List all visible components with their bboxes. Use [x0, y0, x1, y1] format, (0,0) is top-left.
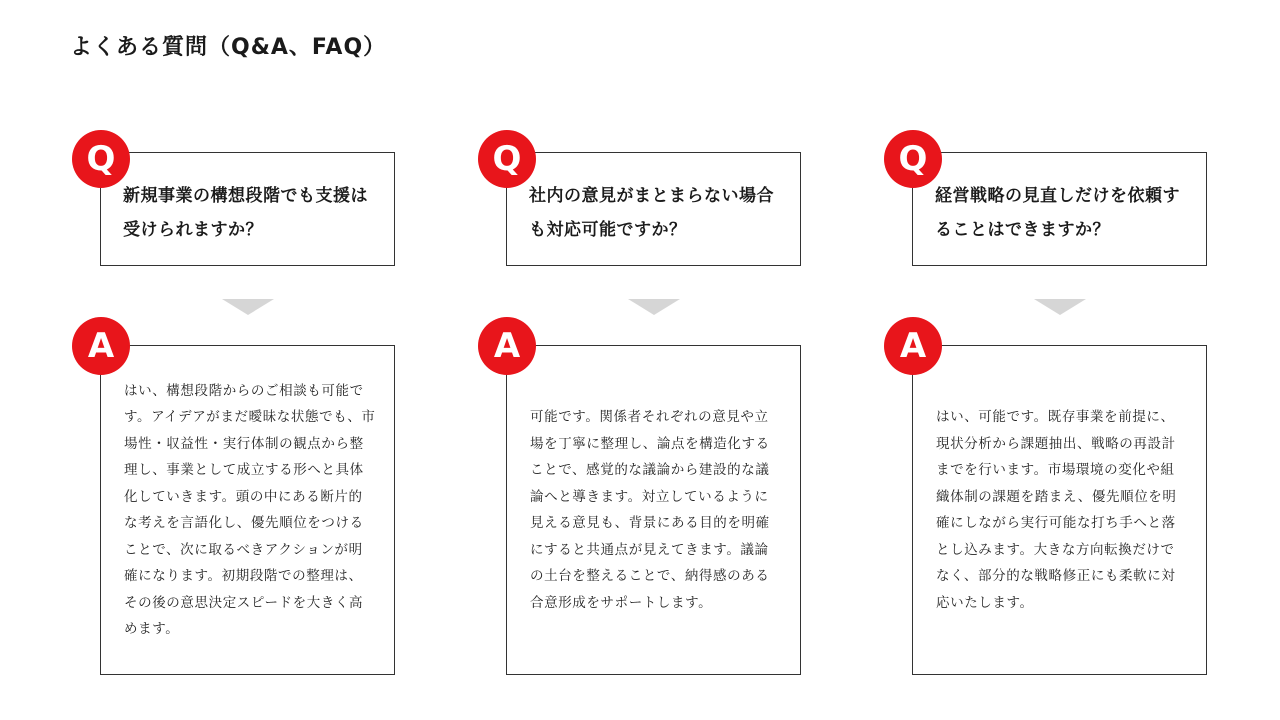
faq-item	[884, 130, 1194, 690]
faq-item	[478, 130, 788, 690]
arrow-down-icon	[628, 299, 680, 315]
arrow-down-icon	[1034, 299, 1086, 315]
question-text: 経営戦略の見直しだけを依頼することはできますか？	[935, 186, 1180, 240]
answer-badge-icon: A	[72, 317, 130, 375]
question-badge-icon: Q	[72, 130, 130, 188]
answer-text: はい、可能です。既存事業を前提に、現状分析から課題抽出、戦略の再設計までを行います。市場環境の変化や組織体制の課題を踏まえ、優先順位を明確にしながら実行可能な打ち手へと落とし込みます。大きな方向転換だけでなく、部分的な戦略修正にも柔軟に対応いたします。	[936, 409, 1177, 611]
question-badge-icon: Q	[478, 130, 536, 188]
faq-item	[72, 130, 382, 690]
answer-card	[506, 345, 801, 675]
answer-badge-icon: A	[884, 317, 942, 375]
question-badge-icon: Q	[884, 130, 942, 188]
page-title: よくある質問（Q&A、FAQ）	[70, 35, 387, 60]
answer-card	[100, 345, 395, 675]
question-text: 新規事業の構想段階でも支援は受けられますか？	[123, 186, 368, 240]
answer-text: 可能です。関係者それぞれの意見や立場を丁寧に整理し、論点を構造化することで、感覚的な議論から建設的な議論へと導きます。対立しているように見える意見も、背景にある目的を明確にすると共通点が見えてきます。議論の土台を整えることで、納得感のある合意形成をサポートします。	[530, 409, 770, 611]
question-card	[506, 152, 801, 266]
answer-text: はい、構想段階からのご相談も可能です。アイデアがまだ曖昧な状態でも、市場性・収益性・実行体制の観点から整理し、事業として成立する形へと具体化していきます。頭の中にある断片的な考えを言語化し、優先順位をつけることで、次に取るべきアクションが明確になります。初期段階での整理は、その後の意思決定スピードを大きく高めます。	[124, 382, 376, 637]
answer-badge-icon: A	[478, 317, 536, 375]
answer-card	[912, 345, 1207, 675]
question-text: 社内の意見がまとまらない場合も対応可能ですか？	[529, 186, 774, 240]
question-card	[100, 152, 395, 266]
arrow-down-icon	[222, 299, 274, 315]
question-card	[912, 152, 1207, 266]
